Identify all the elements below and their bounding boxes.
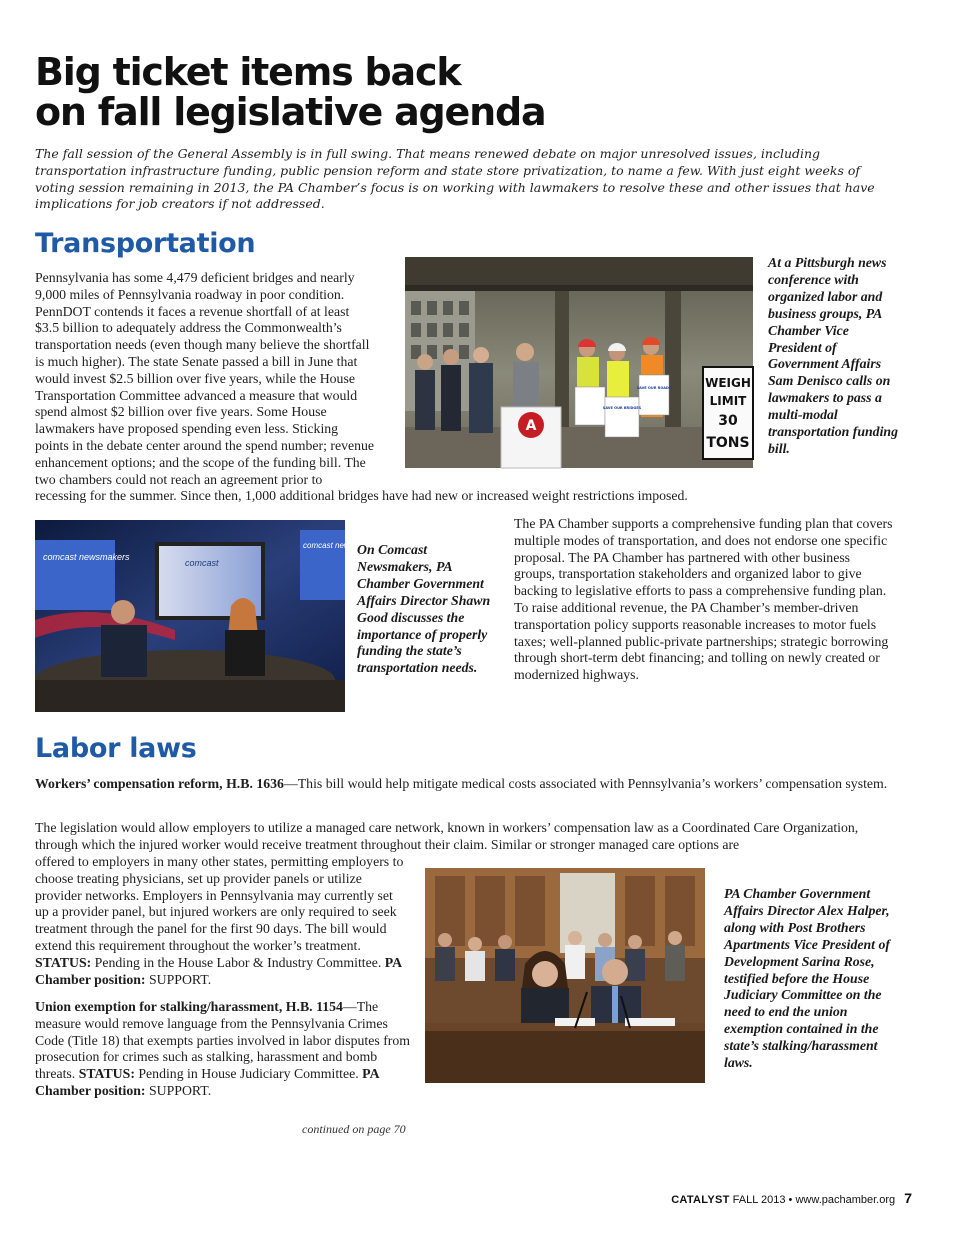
text-line: points in the debate center around the spend number; revenue <box>35 437 375 453</box>
workers-comp-detail-narrow <box>35 854 405 988</box>
photo-caption-judiciary: PA Chamber Government Affairs Director Alex Halper, along with Post Brothers Apartments Vice President of Development Sarina Rose, testified before the House Judiciary Committee on the need to end the union exemption contained in the state’s stalking/harassment laws. <box>724 886 890 1071</box>
text-line: transportation needs (even though many believe the shortfall <box>35 337 370 353</box>
headline-line-2: on fall legislative agenda <box>35 90 546 134</box>
sign-tons: TONS <box>706 435 750 451</box>
text-line: is much higher). The state Senate passed a bill in June that <box>35 353 358 369</box>
union-exemption-item <box>35 999 410 1100</box>
magazine-name: CATALYST <box>671 1194 730 1206</box>
text-line: 9,000 miles of Pennsylvania roadway in poor condition. <box>35 286 345 302</box>
screen-text-center: comcast <box>185 558 219 568</box>
workers-comp-detail-full: The legislation would allow employers to utilize a managed care network, known in workers’ compensation law as a Coordinated Care Organization, through which the injured worker would receive treatment throughout their claim. Similar or stronger managed care options are <box>35 820 859 852</box>
page-headline <box>35 52 735 132</box>
status-label: STATUS: <box>35 954 92 970</box>
status-label: STATUS: <box>78 1066 135 1082</box>
text-line: Transportation Committee advanced a measure that would <box>35 387 358 403</box>
page-footer <box>671 1190 912 1206</box>
workers-comp-summary-text: —This bill would help mitigate medical costs associated with Pennsylvania’s workers’ compensation system. <box>283 776 888 791</box>
labor-laws-heading: Labor laws <box>35 733 197 764</box>
photo-comcast-newsmakers <box>35 520 361 712</box>
text-line: would invest $2.5 billion over five years, while the House <box>35 370 355 386</box>
footer-bullet: • <box>788 1194 793 1206</box>
screen-text-right: comcast newsm <box>303 541 361 550</box>
issue-label: FALL 2013 <box>732 1194 786 1206</box>
sign-number: 30 <box>718 413 738 429</box>
text-line: recessing for the summer. Since then, 1,000 additional bridges have had new or increased weight restrictions imposed. <box>35 488 688 504</box>
workers-comp-summary <box>35 776 895 793</box>
headline-line-1: Big ticket items back <box>35 50 461 94</box>
union-position: SUPPORT. <box>145 1082 212 1098</box>
transportation-paragraph-2: The PA Chamber supports a comprehensive funding plan that covers multiple modes of transportation, and does not endorse one specific proposal. The PA Chamber has partnered with other business groups, transportation stakeholders and organized labor to give backing to legislative efforts to pass a comprehensive funding plan. To raise additional revenue, the PA Chamber’s member-driven transportation policy supports reasonable increases to motor fuels taxes; well-planned public-private partnerships; strategic borrowing through short-term debt financing; and tolling on newly created or modernized highways. <box>514 516 893 683</box>
text-line: enhancement options; and the scope of the funding bill. The <box>35 454 366 470</box>
sign-weigh: WEIGH <box>705 376 751 390</box>
continued-note: continued on page 70 <box>302 1122 406 1136</box>
text-line: lawmakers have proposed spending even less. Sticking <box>35 421 339 437</box>
photo-caption-comcast: On Comcast Newsmakers, PA Chamber Government Affairs Director Shawn Good discusses the importance of properly funding the state’s transportation needs. <box>357 542 491 676</box>
footer-url[interactable]: www.pachamber.org <box>795 1194 896 1206</box>
union-bill-text: —The measure would remove language from the Pennsylvania Crimes Code (Title 18) that exempts parties involved in labor disputes from prosecution for crimes such as stalking, harassment and bomb threats. <box>35 999 411 1082</box>
workers-comp-position: SUPPORT. <box>145 971 212 987</box>
text-line: $3.5 billion to adequately address the Commonwealth’s <box>35 320 342 336</box>
photo-pittsburgh-news-conference <box>405 257 753 468</box>
text-line: Pennsylvania has some 4,479 deficient bridges and nearly <box>35 270 355 285</box>
page-number: 7 <box>904 1190 912 1206</box>
union-status: Pending in House Judiciary Committee. <box>134 1066 359 1082</box>
workers-comp-status: Pending in the House Labor & Industry Committee. <box>91 954 382 970</box>
photo-judiciary-committee-hearing <box>425 868 705 1083</box>
sign-text: SAVE OUR ROADS <box>636 386 672 390</box>
sign-limit: LIMIT <box>709 394 747 408</box>
podium-logo: A <box>525 418 537 434</box>
text-line: two chambers could not reach an agreement prior to <box>35 471 323 487</box>
transportation-heading: Transportation <box>35 228 256 259</box>
text-line: spend almost $2 billion over five years. Some House <box>35 404 327 420</box>
intro-paragraph: The fall session of the General Assembly is in full swing. That means renewed debate on major unresolved issues, including transportation infrastructure funding, public pension reform and state store privatization, to name a few. With just eight weeks of voting session remaining in 2013, the PA Chamber’s focus is on working with lawmakers to resolve these and other issues that have implications for job creators if not addressed. <box>35 146 875 212</box>
photo-caption-pittsburgh: At a Pittsburgh news conference with organized labor and business groups, PA Chamber Vice President of Government Affairs Sam Denisco calls on lawmakers to pass a multi-modal transportation funding bill. <box>768 255 898 456</box>
position-label: PA Chamber position: <box>35 1066 379 1098</box>
workers-comp-bill-title: Workers’ compensation reform, H.B. 1636 <box>35 776 284 791</box>
union-bill-title: Union exemption for stalking/harassment, H.B. 1154 <box>35 999 343 1014</box>
workers-comp-detail-text: offered to employers in many other states, permitting employers to choose treating physicians, set up provider panels or utilize provider networks. Employers in Pennsylvania may currently set up a provider panel, but injured workers are only required to seek treatment through the panel for the first 90 days. The bill would extend this requirement throughout the worker’s treatment. <box>35 854 404 953</box>
screen-text-left: comcast newsmakers <box>43 552 130 562</box>
position-label: PA Chamber position: <box>35 954 402 987</box>
sign-text: SAVE OUR BRIDGES <box>602 406 642 410</box>
text-line: PennDOT contends it faces a revenue shortfall of at least <box>35 303 350 319</box>
